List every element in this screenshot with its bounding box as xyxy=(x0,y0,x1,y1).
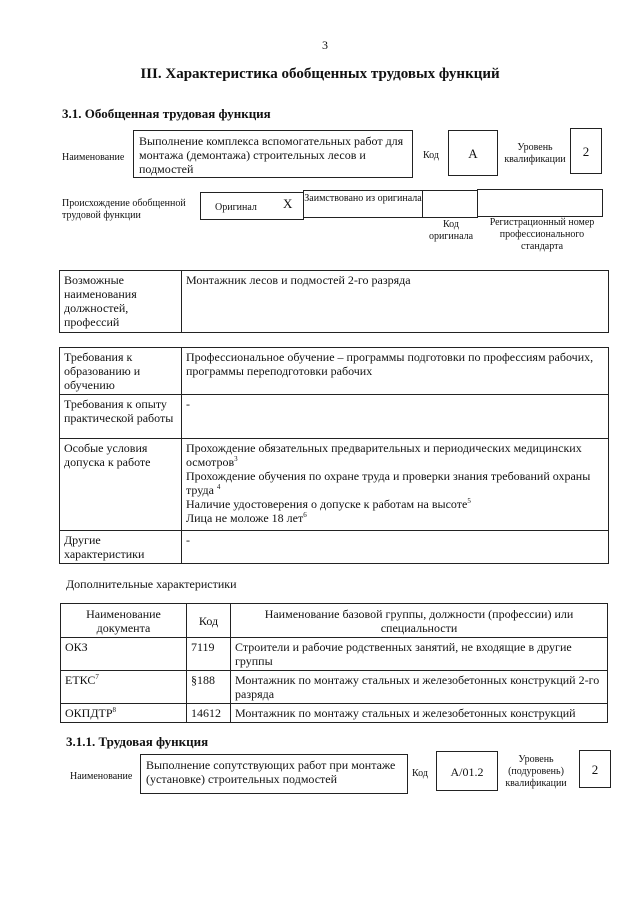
gtf-level-label: Уровень квалификации xyxy=(504,142,566,165)
gtf-code-value: А xyxy=(468,146,478,161)
origin-code-caption: Код оригинала xyxy=(428,219,474,242)
req-row-conditions xyxy=(60,439,609,531)
row-doc: ОКЗ xyxy=(61,638,187,671)
header-name: Наименование базовой группы, должности (профессии) или специальности xyxy=(231,604,608,638)
gtf-code-label: Код xyxy=(423,150,439,161)
positions-label: Возможные наименования должностей, профессий xyxy=(60,271,182,333)
condition-line: Прохождение обязательных предварительных и периодических медицинских осмотров$^3$ xyxy=(186,441,582,469)
gtf-name-value: Выполнение комплекса вспомогательных работ для монтажа (демонтажа) строительных лесов и подмостей xyxy=(139,134,404,176)
page-number: 3 xyxy=(322,38,328,52)
gtf-name-box xyxy=(133,130,413,178)
tf-code-value: А/01.2 xyxy=(450,765,484,779)
tf-name-label: Наименование xyxy=(70,771,133,782)
req-value: - xyxy=(182,395,609,439)
req-value: Профессиональное обучение – программы подготовки по профессиям рабочих, программы переподготовки рабочих xyxy=(182,348,609,395)
gtf-code-box xyxy=(448,130,498,176)
table-row xyxy=(61,638,608,671)
row-name: Строители и рабочие родственных занятий, не входящие в другие группы xyxy=(231,638,608,671)
req-label: Требования к образованию и обучению xyxy=(60,348,182,395)
origin-borrowed-label: Заимствовано из оригинала xyxy=(304,193,422,204)
tf-code-label: Код xyxy=(412,768,428,779)
row-code: §188 xyxy=(187,671,231,704)
origin-borrowed-box xyxy=(303,190,423,218)
req-label: Особые условия допуска к работе xyxy=(60,439,182,531)
tf-level-label: Уровень (подуровень) квалификации xyxy=(505,754,567,789)
additional-title: Дополнительные характеристики xyxy=(66,577,237,591)
condition-line: Лица не моложе 18 лет$^6$ xyxy=(186,511,307,525)
tf-level-box xyxy=(579,750,611,788)
req-row-experience xyxy=(60,395,609,439)
req-row-other xyxy=(60,531,609,564)
tf-name-value: Выполнение сопутствующих работ при монтаже (установке) строительных подмостей xyxy=(146,758,396,786)
subsection-title: 3.1. Обобщенная трудовая функция xyxy=(62,106,271,121)
tf-name-box xyxy=(140,754,408,794)
table-row xyxy=(61,704,608,723)
additional-header-row xyxy=(61,604,608,638)
origin-code-box xyxy=(422,190,478,218)
origin-original-box xyxy=(200,192,304,220)
positions-table xyxy=(59,270,609,333)
req-label: Другие характеристики xyxy=(60,531,182,564)
row-doc: ОКПДТР$^8$ xyxy=(61,704,187,723)
requirements-table xyxy=(59,347,609,564)
origin-label: Происхождение обобщенной трудовой функции xyxy=(62,198,186,221)
origin-reg-caption: Регистрационный номер профессионального стандарта xyxy=(489,217,595,252)
gtf-level-value: 2 xyxy=(582,144,590,159)
additional-table xyxy=(60,603,608,723)
req-value: - xyxy=(182,531,609,564)
row-code: 7119 xyxy=(187,638,231,671)
gtf-name-label: Наименование xyxy=(62,152,125,163)
req-row-education xyxy=(60,348,609,395)
tf-title: 3.1.1. Трудовая функция xyxy=(66,734,209,749)
row-code: 14612 xyxy=(187,704,231,723)
gtf-level-box xyxy=(570,128,602,174)
req-label: Требования к опыту практической работы xyxy=(60,395,182,439)
tf-level-value: 2 xyxy=(591,762,599,777)
header-doc: Наименование документа xyxy=(61,604,187,638)
table-row xyxy=(61,671,608,704)
positions-value: Монтажник лесов и подмостей 2-го разряда xyxy=(182,271,609,333)
tf-code-box xyxy=(436,751,498,791)
section-title: III. Характеристика обобщенных трудовых функций xyxy=(140,66,500,82)
header-code: Код xyxy=(187,604,231,638)
origin-original-label: Оригинал xyxy=(215,202,257,213)
origin-mark: X xyxy=(283,196,293,211)
row-name: Монтажник по монтажу стальных и железобетонных конструкций 2-го разряда xyxy=(231,671,608,704)
origin-reg-box xyxy=(477,189,603,217)
req-value xyxy=(182,439,609,531)
row-name: Монтажник по монтажу стальных и железобетонных конструкций xyxy=(231,704,608,723)
condition-line: Наличие удостоверения о допуске к работам на высоте$^5$ xyxy=(186,497,471,511)
condition-line: Прохождение обучения по охране труда и проверки знания требований охраны труда $^4$ xyxy=(186,469,591,497)
row-doc: ЕТКС$^7$ xyxy=(61,671,187,704)
